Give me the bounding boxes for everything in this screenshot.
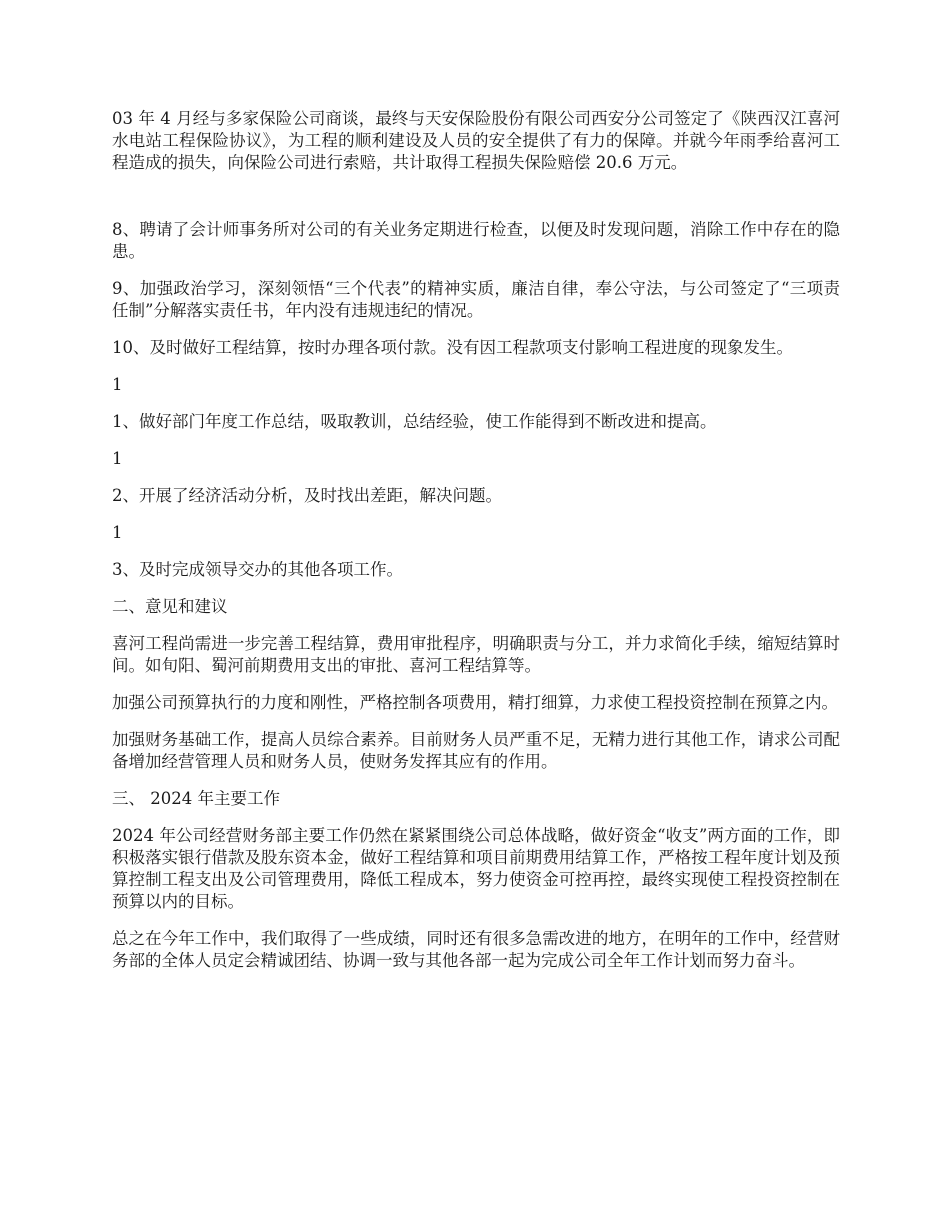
paragraph-suggestion-1: 喜河工程尚需进一步完善工程结算，费用审批程序，明确职责与分工，并力求简化手续，缩短结算时间。如旬阳、蜀河前期费用支出的审批、喜河工程结算等。	[112, 634, 840, 675]
document-body	[112, 108, 840, 987]
paragraph-suggestion-2: 加强公司预算执行的力度和刚性，严格控制各项费用，精打细算，力求使工程投资控制在预算之内。	[112, 693, 838, 712]
paragraph-number: 1	[112, 523, 123, 542]
paragraph-item-8: 8、聘请了会计师事务所对公司的有关业务定期进行检查，以便及时发现问题，消除工作中存在的隐患。	[112, 220, 840, 261]
paragraph-2024-work: 2024 年公司经营财务部主要工作仍然在紧紧围绕公司总体战略，做好资金“收支”两方面的工作，即积极落实银行借款及股东资本金，做好工程结算和项目前期费用结算工作，严格按工程年度计划及预算控制工程支出及公司管理费用，降低工程成本，努力使资金可控再控，最终实现使工程投资控制在预算以内的目标。	[112, 826, 840, 911]
paragraph-conclusion: 总之在今年工作中，我们取得了一些成绩，同时还有很多急需改进的地方，在明年的工作中，经营财务部的全体人员定会精诚团结、协调一致与其他各部一起为完成公司全年工作计划而努力奋斗。	[112, 929, 840, 970]
paragraph-item-1: 1、做好部门年度工作总结，吸取教训，总结经验，使工作能得到不断改进和提高。	[112, 412, 717, 431]
paragraph-item-9: 9、加强政治学习，深刻领悟“三个代表”的精神实质，廉洁自律，奉公守法，与公司签定了“三项责任制”分解落实责任书，年内没有违规违纪的情况。	[112, 279, 840, 320]
paragraph-item-3: 3、及时完成领导交办的其他各项工作。	[112, 560, 403, 579]
paragraph-number: 1	[112, 375, 123, 394]
paragraph-number: 1	[112, 449, 123, 468]
section-heading-2024-work: 三、 2024 年主要工作	[112, 789, 280, 808]
paragraph-item-10: 10、及时做好工程结算，按时办理各项付款。没有因工程款项支付影响工程进度的现象发生。	[112, 338, 793, 357]
paragraph-suggestion-3: 加强财务基础工作，提高人员综合素养。目前财务人员严重不足，无精力进行其他工作，请求公司配备增加经营管理人员和财务人员，使财务发挥其应有的作用。	[112, 730, 840, 771]
paragraph-gap	[112, 189, 840, 219]
paragraph-item-2: 2、开展了经济活动分析，及时找出差距，解决问题。	[112, 486, 502, 505]
section-heading-suggestions: 二、意见和建议	[112, 597, 228, 616]
paragraph-insurance: 03 年 4 月经与多家保险公司商谈，最终与天安保险股份有限公司西安分公司签定了《陕西汉江喜河水电站工程保险协议》，为工程的顺利建设及人员的安全提供了有力的保障。并就今年雨季给喜河工程造成的损失，向保险公司进行索赔，共计取得工程损失保险赔偿 20.6 万元。	[112, 109, 840, 172]
